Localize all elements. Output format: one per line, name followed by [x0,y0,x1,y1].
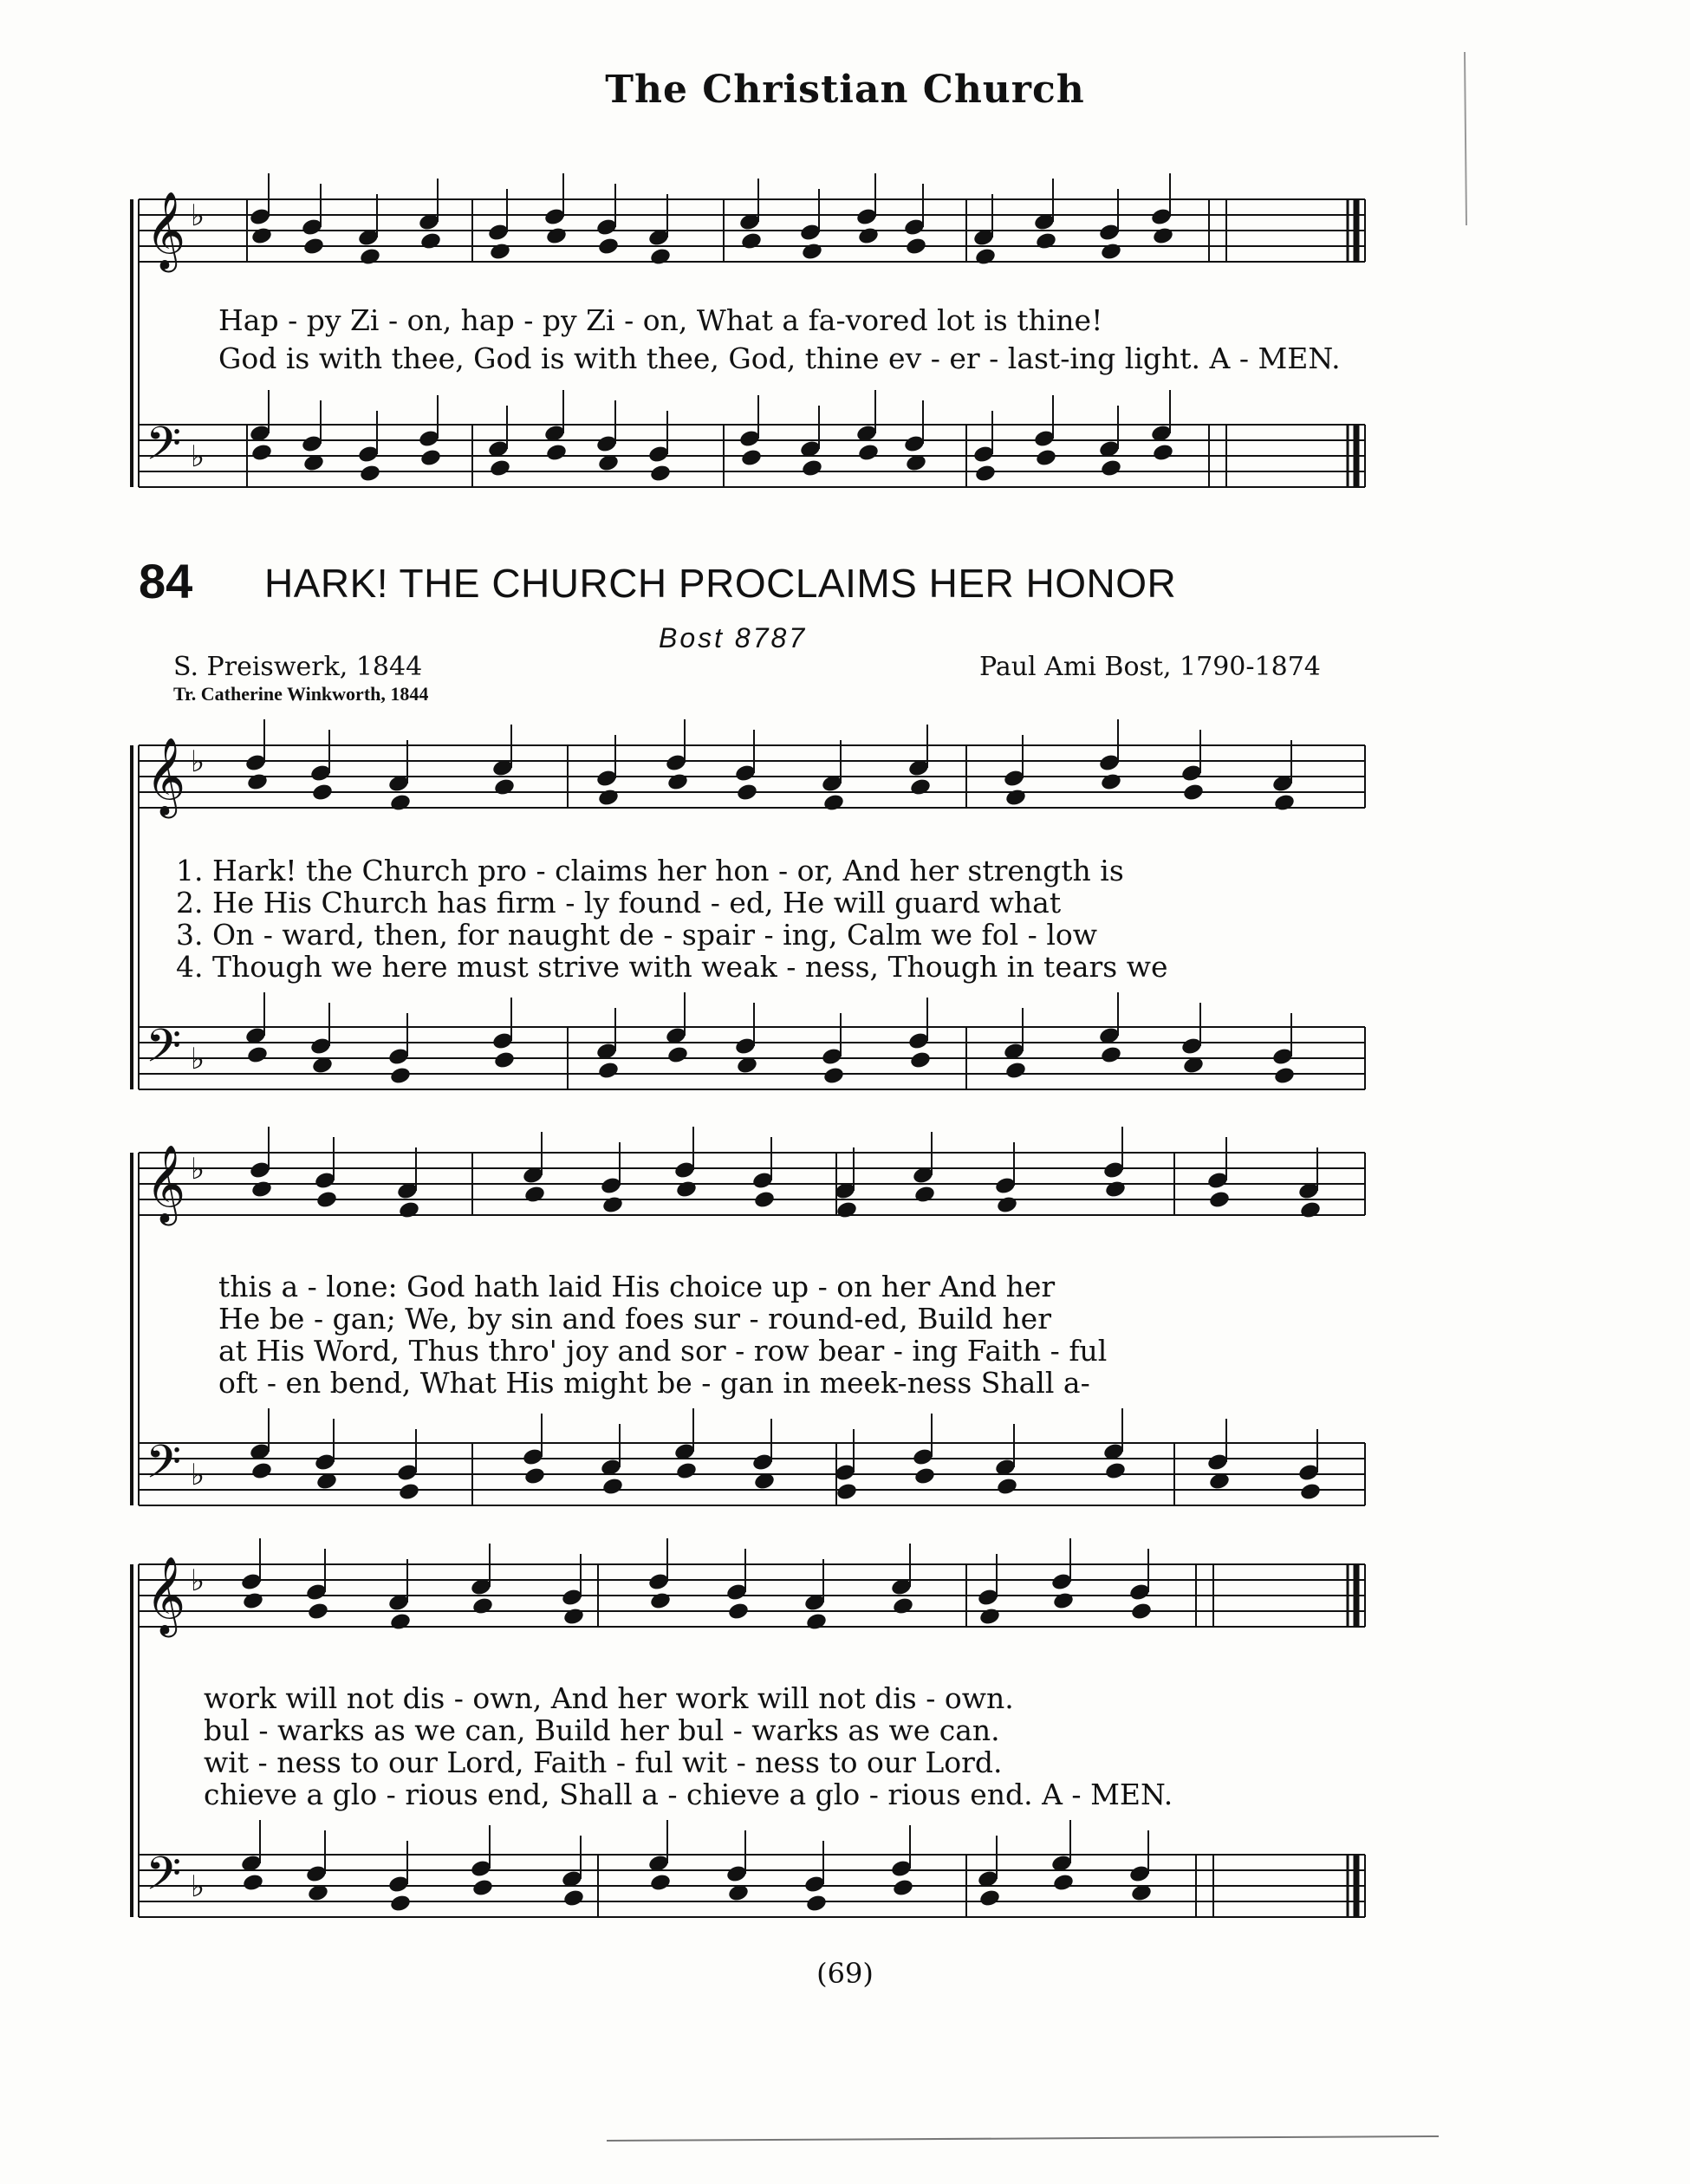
system-3-treble-notehead [389,1612,412,1632]
system-1-treble-notehead [666,772,689,792]
system-prev-bass-notehead [250,443,273,463]
system-2-bass-notehead [1104,1461,1127,1481]
prev-lyric-line-1: Hap - py Zi - on, hap - py Zi - on, What a fa-vored lot is thine! [218,303,1103,337]
system-prev-bass-notehead [1152,443,1174,463]
system-1-treble-notehead [493,777,516,797]
system-prev-treble-notehead [250,226,273,246]
system-prev-key-signature: ♭ [191,198,205,233]
system-1-bass-notehead [1004,1061,1027,1081]
hymn-title: HARK! THE CHURCH PROCLAIMS HER HONOR [264,561,1177,606]
system-prev-treble-notehead [545,226,568,246]
system-prev-treble-clef: 𝄞 [146,192,186,270]
system-2-bass-notehead [601,1477,624,1497]
system-1-bass-notehead [389,1066,412,1086]
system-1-bass-notehead [1273,1066,1296,1086]
system-1-treble-notehead [909,777,932,797]
system-1-bass-notehead [246,1045,269,1065]
system-3-bass-notehead [242,1873,264,1893]
system-3-treble-notehead [978,1607,1001,1627]
system-prev-bass-notehead [649,464,672,484]
system-2-treble-notehead [398,1200,420,1220]
system-prev-key-signature: ♭ [191,439,205,474]
system-prev-treble-notehead [649,247,672,267]
system-2-bass-notehead [913,1466,936,1486]
system-3-treble-notehead [1130,1602,1153,1622]
system-2-treble-notehead [1208,1190,1231,1210]
system-1-bass-notehead [493,1050,516,1070]
system-2-treble-notehead [523,1185,546,1205]
system-3-bass-notehead [805,1894,828,1914]
system-1-treble-notehead [389,793,412,813]
system-3-key-signature: ♭ [191,1869,205,1904]
system-1-treble-notehead [1273,793,1296,813]
verse-1-line-b: this a - lone: God hath laid His choice up - on her And her [218,1270,1056,1303]
system-prev-bass-notehead [545,443,568,463]
system-prev-treble-notehead [857,226,880,246]
scan-smudge [1465,52,1466,225]
system-prev-bass-notehead [857,443,880,463]
system-prev-treble-notehead [419,231,442,251]
system-prev-treble-notehead [740,231,763,251]
system-3-treble-notehead [562,1607,585,1627]
system-3-bass-notehead [649,1873,672,1893]
system-prev-bass-clef: 𝄢 [146,418,182,482]
verse-4-line-b: oft - en bend, What His might be - gan in meek-ness Shall a- [218,1366,1090,1400]
verse-1-line-a: 1. Hark! the Church pro - claims her hon - or, And her strength is [176,854,1124,887]
system-1-treble-notehead [597,788,620,808]
page-number: (69) [816,1957,874,1990]
system-prev-treble-notehead [1035,231,1057,251]
system-3-bass-notehead [389,1894,412,1914]
system-2-treble-notehead [315,1190,338,1210]
system-3-treble-notehead [892,1596,914,1616]
system-2-bass-notehead [1299,1482,1322,1502]
author: S. Preiswerk, 1844 [173,652,423,682]
system-prev-bass-notehead [359,464,381,484]
prev-lyric-line-2: God is with thee, God is with thee, God, thine ev - er - last-ing light. A - MEN. [218,341,1341,375]
system-3-treble-notehead [649,1591,672,1611]
system-prev-treble-notehead [1152,226,1174,246]
system-1-key-signature: ♭ [191,1042,205,1076]
system-prev-treble-notehead [359,247,381,267]
system-1-bass-notehead [822,1066,845,1086]
system-prev-bass-notehead [974,464,997,484]
system-prev-treble-notehead [974,247,997,267]
system-3-treble-notehead [471,1596,494,1616]
system-1-bass-notehead [597,1061,620,1081]
verse-1-line-c: work will not dis - own, And her work will not dis - own. [204,1681,1014,1715]
verse-4-line-c: chieve a glo - rious end, Shall a - chieve a glo - rious end. A - MEN. [204,1778,1173,1811]
system-2-key-signature: ♭ [191,1152,205,1186]
system-prev-bass-notehead [489,458,511,478]
verse-3-line-b: at His Word, Thus thro' joy and sor - row bear - ing Faith - ful [218,1334,1108,1368]
system-2-treble-clef: 𝄞 [146,1145,186,1223]
system-prev-treble-notehead [801,242,823,262]
system-1-treble-notehead [311,783,334,803]
system-3-treble-notehead [307,1602,329,1622]
system-prev-treble-notehead [1100,242,1122,262]
system-3-bass-notehead [471,1878,494,1898]
system-1-treble-notehead [1182,783,1205,803]
system-2-treble-notehead [250,1180,273,1199]
verse-4-line-a: 4. Though we here must strive with weak - ness, Though in tears we [176,950,1168,984]
system-2-treble-notehead [835,1200,858,1220]
system-2-bass-notehead [996,1477,1018,1497]
tune-name: Bost 8787 [659,622,808,653]
system-3-treble-notehead [242,1591,264,1611]
system-2-treble-notehead [601,1195,624,1215]
system-1-key-signature: ♭ [191,744,205,779]
system-prev-treble-notehead [489,242,511,262]
system-3-key-signature: ♭ [191,1563,205,1598]
system-1-treble-notehead [246,772,269,792]
system-1-treble-notehead [1100,772,1122,792]
system-3-treble-notehead [1052,1591,1075,1611]
system-3-treble-notehead [727,1602,750,1622]
system-2-key-signature: ♭ [191,1458,205,1492]
verse-3-line-c: wit - ness to our Lord, Faith - ful wit - ness to our Lord. [204,1745,1003,1779]
system-prev-bass-notehead [1035,448,1057,468]
system-2-treble-notehead [1104,1180,1127,1199]
system-3-bass-notehead [978,1888,1001,1908]
verse-3-line-a: 3. On - ward, then, for naught de - spair - ing, Calm we fol - low [176,918,1097,952]
system-3-bass-notehead [562,1888,585,1908]
system-2-treble-notehead [675,1180,698,1199]
system-2-bass-notehead [675,1461,698,1481]
hymn-number: 84 [139,554,193,608]
system-2-treble-notehead [1299,1200,1322,1220]
system-3-treble-notehead [805,1612,828,1632]
system-3-bass-clef: 𝄢 [146,1848,182,1912]
system-1-treble-notehead [822,793,845,813]
composer: Paul Ami Bost, 1790-1874 [979,652,1321,682]
system-2-bass-notehead [523,1466,546,1486]
system-prev-bass-notehead [801,458,823,478]
system-2-treble-notehead [913,1185,936,1205]
system-2-bass-notehead [835,1482,858,1502]
system-1-bass-notehead [666,1045,689,1065]
system-1-treble-clef: 𝄞 [146,738,186,816]
system-1-bass-clef: 𝄢 [146,1020,182,1084]
system-2-treble-notehead [753,1190,776,1210]
system-2-treble-notehead [996,1195,1018,1215]
system-prev-bass-notehead [419,448,442,468]
scan-smudge [607,2136,1439,2141]
system-1-treble-notehead [1004,788,1027,808]
system-1-bass-notehead [1100,1045,1122,1065]
system-prev-treble-notehead [302,237,325,257]
system-prev-treble-notehead [597,237,620,257]
page-header: The Christian Church [605,68,1085,112]
verse-2-line-a: 2. He His Church has firm - ly found - ed, He will guard what [176,886,1062,920]
system-prev-bass-notehead [1100,458,1122,478]
system-2-bass-notehead [398,1482,420,1502]
verse-2-line-c: bul - warks as we can, Build her bul - warks as we can. [204,1713,1000,1747]
system-prev-bass-notehead [740,448,763,468]
system-prev-treble-notehead [905,237,927,257]
system-1-treble-notehead [736,783,758,803]
system-3-bass-notehead [892,1878,914,1898]
system-1-bass-notehead [909,1050,932,1070]
system-3-bass-notehead [1052,1873,1075,1893]
system-2-bass-clef: 𝄢 [146,1436,182,1500]
system-2-bass-notehead [250,1461,273,1481]
system-3-treble-clef: 𝄞 [146,1557,186,1635]
verse-2-line-b: He be - gan; We, by sin and foes sur - round-ed, Build her [218,1302,1051,1336]
translator: Tr. Catherine Winkworth, 1844 [173,683,429,705]
